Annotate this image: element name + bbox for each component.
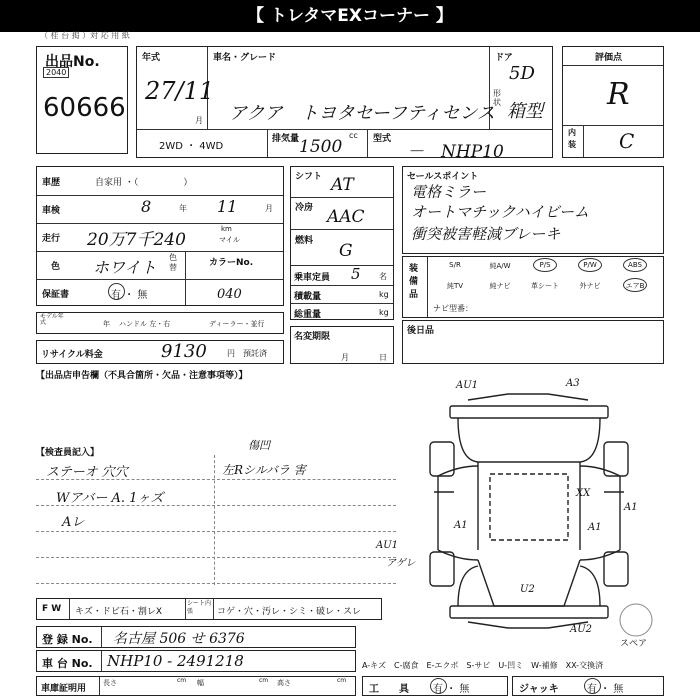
equipment-options	[433, 257, 661, 299]
lot-label: 出品No.	[45, 54, 100, 70]
recycle-note: 預託済	[243, 349, 267, 358]
year-month-unit: 月	[195, 116, 203, 125]
mileage-unit-mile: マイル	[219, 236, 240, 244]
shift-label: シフト	[295, 172, 323, 182]
doors-value: 5D	[509, 63, 535, 84]
tools-label: 工 具	[369, 684, 409, 695]
car-name-label: 車名・グレード	[213, 53, 277, 63]
score-value: R	[607, 77, 630, 112]
recycle-value: 9130	[161, 341, 207, 362]
form-top-note: （ 桂 台 掲 ）対 応 用 紙	[40, 31, 130, 40]
handle-side: ハンドル 左・右	[119, 320, 171, 328]
score-box	[562, 46, 664, 158]
front-wheel-left	[430, 552, 454, 586]
mark-a1-left: A1	[454, 520, 468, 531]
recycle-label: リサイクル料金	[41, 350, 103, 360]
mark-a3: A3	[566, 378, 580, 389]
navi-model-label: ナビ型番：	[433, 304, 473, 313]
tools-row	[362, 676, 508, 696]
sales-point-line-1: 電格ミラー	[411, 183, 487, 201]
inspector-note-2: Wアバー A. 1ヶズ	[56, 491, 164, 506]
inspection-year: 8	[141, 197, 152, 216]
color-change-label: 色替	[169, 253, 177, 272]
jack-label: ジャッキ	[519, 684, 559, 695]
roof-line	[468, 394, 588, 400]
interior-label: 内装	[568, 128, 576, 149]
capacity-label: 乗車定員	[294, 273, 331, 283]
equipment-option: 純A/W	[489, 262, 511, 270]
registration-row	[36, 626, 356, 648]
mark-au2: AU2	[570, 624, 593, 635]
equipment-option-circle	[623, 258, 647, 272]
front-wheel-right	[604, 552, 628, 586]
equipment-option-circle	[578, 258, 602, 272]
name-change-day-unit: 日	[379, 353, 387, 362]
inspector-label: 【検査員記入】	[36, 448, 100, 458]
total-weight-unit: kg	[379, 308, 389, 317]
capacity-unit: 名	[379, 272, 387, 281]
fw-row	[36, 598, 382, 620]
fw-label: F W	[42, 604, 62, 614]
garage-height-unit: cm	[337, 677, 347, 684]
mark-au1-left: AU1	[376, 540, 399, 551]
equipment-box	[402, 256, 664, 318]
seat-items: コゲ・穴・汚レ・シミ・破レ・スレ	[217, 607, 362, 617]
lot-small-number: 2040	[43, 67, 69, 78]
inspector-note-3: Aレ	[62, 515, 85, 530]
load-unit: kg	[379, 290, 389, 299]
equipment-option: P/W	[583, 261, 597, 269]
fw-items: キズ・ドビ石・割レX	[75, 607, 162, 617]
damage-legend: A-キズ C-腐食 E-エクボ S-サビ U-凹ミ W-補修 XX-交換済	[362, 661, 604, 670]
load-label: 積載量	[294, 292, 322, 302]
equipment-option: エアB	[625, 282, 645, 290]
inspection-label: 車検	[42, 206, 61, 216]
garage-width: 幅	[197, 679, 204, 687]
banner-title: 【 トレタマEXコーナー 】	[0, 0, 700, 32]
model-type-label: 型式	[373, 134, 392, 144]
inspection-month: 11	[217, 197, 238, 216]
vehicle-info-grid	[36, 166, 284, 306]
model-type-value: － NHP10	[407, 142, 504, 162]
shape-label: 形状	[493, 89, 501, 107]
displacement-value: 1500	[299, 137, 343, 157]
ac-value: AAC	[327, 207, 365, 227]
equipment-option: 革シート	[531, 282, 559, 290]
garage-length: 長さ	[103, 679, 117, 687]
history-label: 車歴	[42, 178, 61, 188]
vehicle-header	[136, 46, 553, 162]
doors-label: ドア	[495, 53, 513, 63]
sales-point-box	[402, 166, 664, 254]
name-change-box	[290, 326, 394, 364]
sales-point-label: セールスポイント	[407, 172, 479, 182]
warranty-label: 保証書	[42, 290, 70, 300]
year-value: 27/11	[145, 77, 215, 105]
car-name-value: アクア トヨタセーフティセンス	[229, 103, 495, 124]
garage-length-unit: cm	[177, 677, 187, 684]
total-weight-label: 総重量	[294, 310, 322, 320]
equipment-option: 純TV	[446, 282, 464, 290]
equipment-label: 装備品	[409, 264, 419, 300]
mark-a1-mid: A1	[588, 522, 602, 533]
warranty-options: 有 ・ 無	[111, 290, 148, 301]
inspector-note-right-top: 傷凹	[248, 439, 270, 452]
inspection-month-unit: 月	[265, 204, 273, 213]
mileage-label: 走行	[42, 234, 61, 244]
color-no-value: 040	[217, 287, 242, 302]
remarks-label: 後日品	[407, 326, 435, 336]
roof-panel	[490, 474, 568, 540]
dealer-type: ディーラー・並行	[209, 320, 265, 328]
mark-a1-right: A1	[624, 502, 638, 513]
mileage-unit: km	[221, 225, 232, 233]
mark-au1-top: AU1	[456, 380, 479, 391]
jack-options: 有 ・ 無	[587, 684, 624, 695]
recycle-unit: 円	[227, 349, 235, 358]
shape-value: 箱型	[507, 101, 543, 122]
tools-options: 有 ・ 無	[433, 684, 470, 695]
mark-agere: アゲレ	[386, 558, 416, 569]
mark-xx: XX	[576, 488, 591, 499]
chassis-value: NHP10 - 2491218	[107, 652, 244, 670]
equipment-option: 外ナビ	[579, 282, 601, 290]
recycle-row	[36, 340, 284, 364]
sales-point-line-3: 衝突被害軽減ブレーキ	[411, 225, 561, 243]
lot-number: 60666	[43, 93, 126, 123]
front-bumper	[450, 606, 608, 618]
equipment-option: S/R	[449, 261, 461, 269]
mileage-value: 20万7千240	[87, 230, 186, 250]
drive-label: 2WD ・ 4WD	[159, 141, 224, 152]
chassis-row	[36, 650, 356, 672]
jack-row	[512, 676, 664, 696]
remarks-box	[402, 320, 664, 364]
spare-tire	[620, 604, 652, 636]
equipment-option-circle	[533, 258, 557, 272]
capacity-value: 5	[351, 265, 361, 283]
equipment-option: P/S	[539, 261, 551, 269]
score-label: 評価点	[595, 53, 623, 63]
color-value: ホワイト	[93, 258, 157, 277]
equipment-option: ABS	[628, 261, 642, 269]
garage-height: 高さ	[277, 679, 291, 687]
hood	[478, 560, 580, 606]
garage-label: 車庫証明用	[41, 684, 87, 694]
name-change-month-unit: 月	[341, 353, 349, 362]
garage-row	[36, 676, 356, 696]
inspector-note-right: 左Rシルバラ 害	[222, 463, 306, 477]
history-value: 自家用 ・（ ）	[95, 178, 193, 188]
name-change-label: 名変期限	[294, 332, 331, 342]
car-damage-diagram	[376, 370, 700, 650]
rear-bumper	[450, 406, 608, 418]
registration-value: 名古屋 506 せ 6376	[113, 631, 245, 647]
equipment-option: 純ナビ	[489, 282, 511, 290]
ac-label: 冷房	[295, 203, 314, 213]
color-no-label: カラーNo.	[209, 258, 254, 268]
displacement-label: 排気量	[272, 134, 300, 144]
year-label: 年式	[142, 53, 161, 63]
seller-declaration-label: 【出品店申告欄（不具合箇所・欠品・注意事項等）】	[36, 371, 248, 381]
spare-label: スペア	[620, 639, 648, 649]
sales-point-line-2: オートマチックハイビーム	[411, 203, 590, 221]
model-year-row	[36, 312, 284, 334]
lot-box	[36, 46, 128, 154]
rear-body	[458, 418, 600, 462]
seat-label: シート内張	[187, 600, 212, 615]
displacement-unit: cc	[349, 131, 358, 140]
color-label: 色	[51, 262, 61, 272]
equipment-option-circle	[623, 278, 647, 292]
interior-value: C	[619, 129, 635, 153]
mark-u2: U2	[520, 584, 535, 595]
shift-value: AT	[331, 175, 354, 195]
garage-width-unit: cm	[259, 677, 269, 684]
inspector-note-1: ステーオ 穴穴	[46, 465, 128, 480]
model-year-unit: 年	[103, 320, 110, 328]
model-year-label: モデル年式	[40, 313, 64, 326]
fuel-value: G	[339, 241, 353, 261]
fuel-label: 燃料	[295, 236, 314, 246]
spec-grid	[290, 166, 394, 320]
inspection-year-unit: 年	[179, 204, 187, 213]
registration-label: 登 録 No.	[42, 633, 93, 646]
chassis-label: 車 台 No.	[42, 657, 93, 670]
